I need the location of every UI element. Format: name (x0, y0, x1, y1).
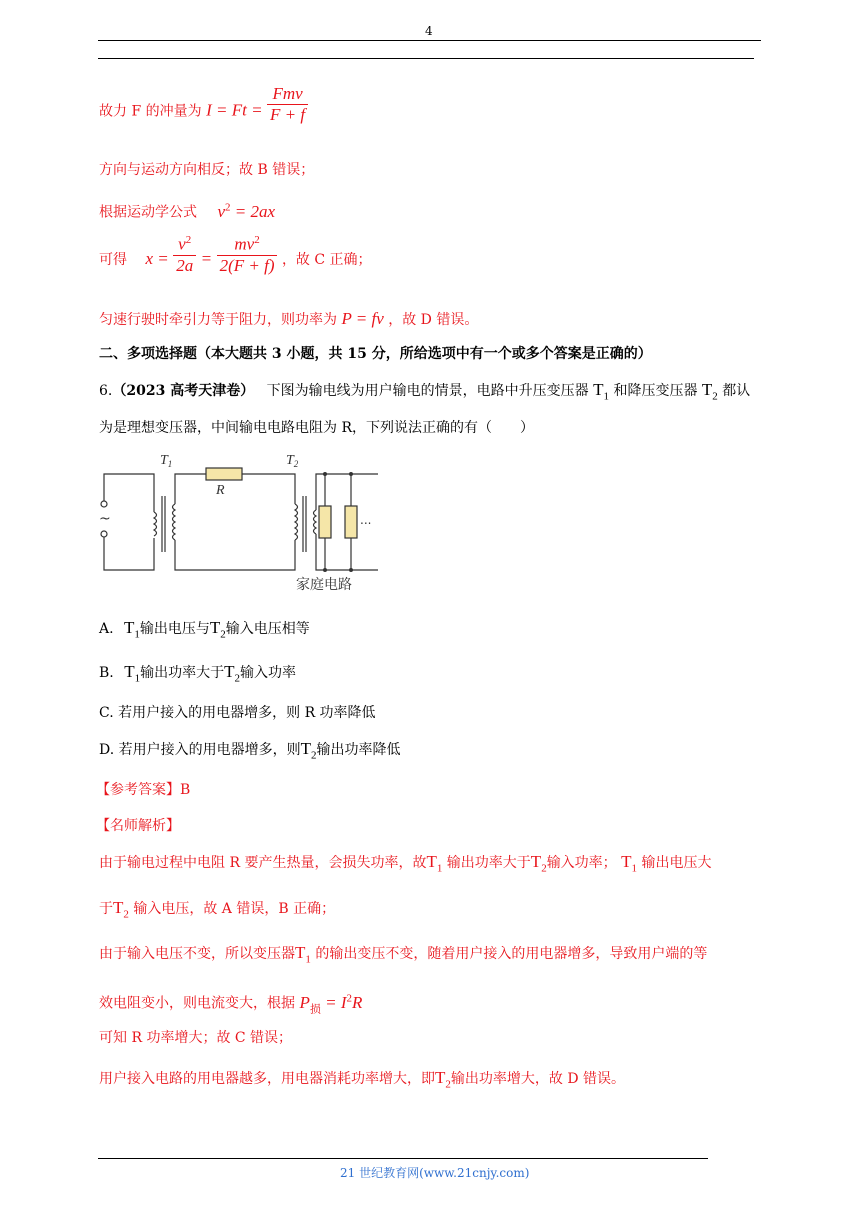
load-2 (345, 506, 357, 538)
t2-primary-coil (295, 504, 298, 540)
junction-2 (349, 472, 353, 476)
load-1 (319, 506, 331, 538)
analysis-label: 【名师解析】 (96, 818, 180, 834)
label-t2: $T_2$ (286, 453, 299, 469)
line-top-right (242, 474, 295, 504)
line-top-left (175, 474, 206, 504)
analysis-line-6: 用户接入电路的用电器越多，用电器消耗功率增大，即$T_2$输出功率增大，故 D 错误。 (99, 1068, 626, 1091)
page-number: 4 (425, 24, 433, 38)
line-bottom (175, 540, 295, 570)
option-c: C. 若用户接入的用电器增多，则 R 功率降低 (99, 705, 376, 721)
analysis-line-4: 效电阻变小，则电流变大，根据 $P_损 = I^2R$ (99, 992, 363, 1016)
terminal-bottom (101, 531, 107, 537)
section-title: 二、多项选择题（本大题共 3 小题，共 15 分，所给选项中有一个或多个答案是正确的） (99, 346, 652, 362)
analysis-line-5: 可知 R 功率增大；故 C 错误； (99, 1030, 293, 1046)
solution-line-kinematics: 根据运动学公式 $v^2 = 2ax$ (99, 201, 276, 221)
label-dots: ... (360, 513, 372, 527)
source-wire-top (104, 474, 154, 512)
junction-3 (323, 568, 327, 572)
terminal-top (101, 501, 107, 507)
reference-answer: 【参考答案】B (96, 782, 191, 798)
footer-rule (98, 1158, 708, 1159)
solution-line-direction: 方向与运动方向相反；故 B 错误； (99, 162, 315, 178)
label-home-circuit: 家庭电路 (296, 577, 352, 593)
t2-secondary-coil (314, 510, 317, 534)
junction-4 (349, 568, 353, 572)
header-rule-bottom (98, 58, 754, 59)
question-stem-line2: 为是理想变压器，中间输电电路电阻为 R，下列说法正确的有（ ） (99, 420, 534, 436)
footer-text[interactable]: 21 世纪教育网(www.21cnjy.com) (340, 1166, 530, 1180)
x-fraction-1: $\frac{v^2}{2a}$ (173, 230, 196, 276)
solution-line-impulse: 故力 F 的冲量为 I = Ft = $\frac{\text{Fmv}}{F + f}$ (99, 98, 308, 125)
option-b: B. $T_1$输出功率大于$T_2$输入功率 (99, 662, 296, 685)
label-t1: $T_1$ (160, 453, 173, 469)
t1-primary-coil (154, 512, 157, 536)
resistor-r (206, 468, 242, 480)
label-r: R (216, 483, 225, 498)
analysis-line-3: 由于输入电压不变，所以变压器$T_1$ 的输出变压不变，随着用户接入的用电器增多，导致用户端的等 (99, 943, 708, 966)
t1-secondary-coil (173, 504, 176, 540)
solution-line-power: 匀速行驶时牵引力等于阻力，则功率为 P = fv ，故 D 错误。 (99, 309, 479, 328)
option-d: D. 若用户接入的用电器增多，则$T_2$输出功率降低 (99, 739, 401, 762)
question-stem-line1: 6.（2023 高考天津卷） 下图为输电线为用户输电的情景，电路中升压变压器 $T_1$ 和降压变压器 $T_2$ 都认 (99, 380, 751, 403)
impulse-fraction: $\frac{\text{Fmv}}{F + f}$ (267, 84, 308, 125)
option-a: A. $T_1$输出电压与$T_2$输入电压相等 (99, 618, 310, 641)
junction-1 (323, 472, 327, 476)
label-ac-source: ~ (99, 511, 111, 527)
analysis-line-2: 于$T_2$ 输入电压，故 A 错误，B 正确； (99, 898, 336, 921)
analysis-line-1: 由于输电过程中电阻 R 要产生热量，会损失功率，故$T_1$ 输出功率大于$T_2$输入功率； $T_1$ 输出电压大 (99, 852, 712, 875)
solution-line-result-c: 可得 x = $\frac{v^2}{2a}$ = $\frac{mv^2}{2(F + f)}$ ，故 C 正确； (99, 244, 372, 276)
source-wire-bottom (104, 534, 154, 570)
header-rule-top (98, 40, 761, 41)
x-fraction-2: $\frac{mv^2}{2(F + f)}$ (217, 230, 278, 276)
circuit-diagram (96, 452, 386, 597)
